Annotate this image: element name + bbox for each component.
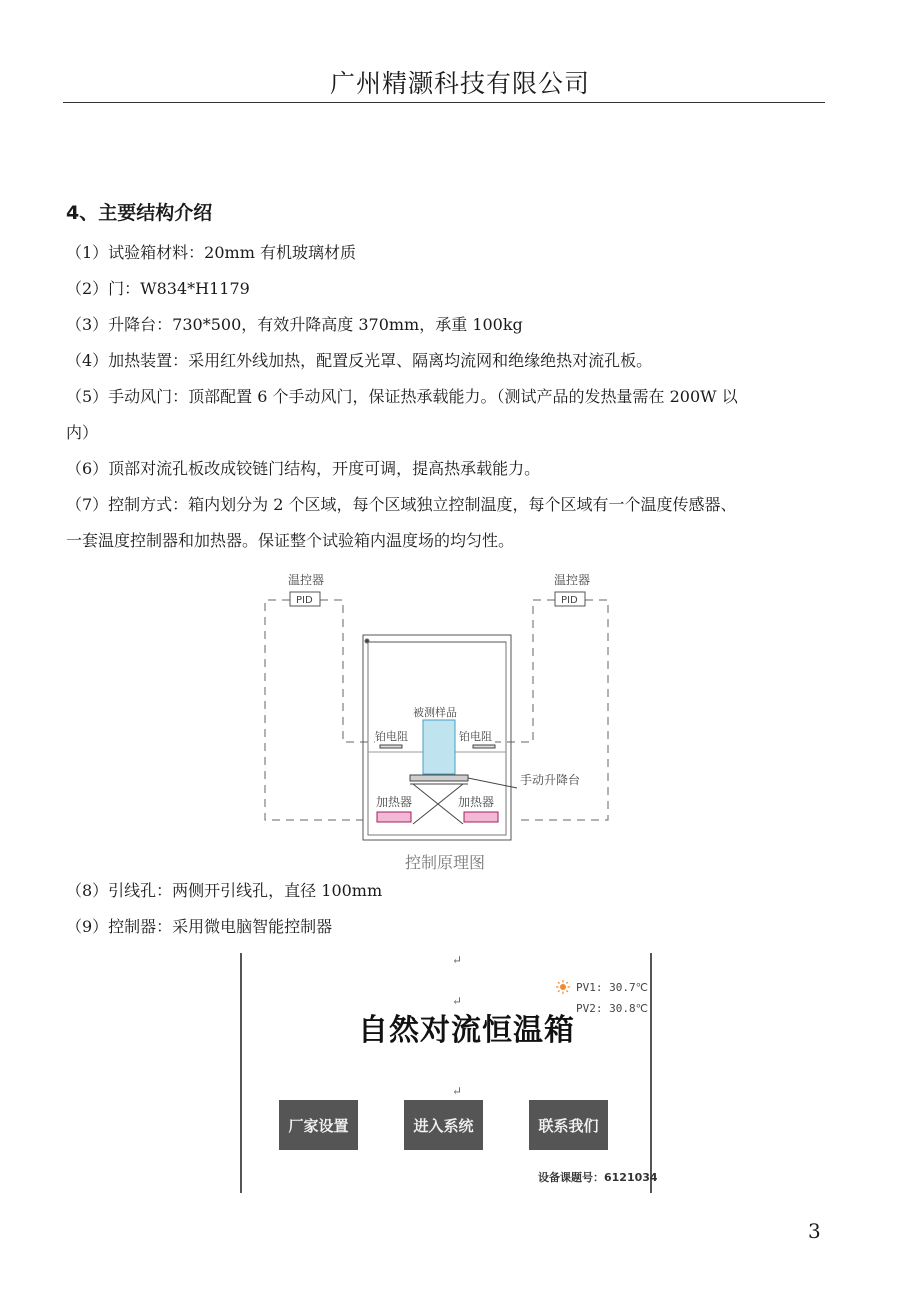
lift-platform	[410, 775, 468, 781]
rtd-label-right: 铂电阻	[459, 730, 492, 743]
pid-label-right: PID	[561, 595, 578, 606]
lift-label: 手动升降台	[520, 773, 581, 787]
left-control-line	[265, 600, 363, 820]
item-6: （6）顶部对流孔板改成铰链门结构，开度可调，提高热承载能力。	[66, 459, 541, 478]
enter-system-button[interactable]: 进入系统	[404, 1100, 483, 1150]
pv2-readout: PV2: 30.8℃	[576, 1002, 648, 1015]
sample-label: 被测样品	[413, 706, 457, 719]
item-9: （9）控制器：采用微电脑智能控制器	[66, 917, 333, 936]
item-5-line-1: （5）手动风门：顶部配置 6 个手动风门，保证热承载能力。（测试产品的发热量需在 200W 以	[66, 387, 738, 406]
item-4: （4）加热装置：采用红外线加热，配置反光罩、隔离均流网和绝缘绝热对流孔板。	[66, 351, 653, 370]
heater-label-left: 加热器	[376, 795, 413, 809]
item-7-line-1: （7）控制方式：箱内划分为 2 个区域，每个区域独立控制温度，每个区域有一个温度传感器、	[66, 495, 737, 514]
heater-right	[464, 812, 498, 822]
heater-left	[377, 812, 411, 822]
return-mark: ↵	[452, 953, 463, 967]
diagram-caption: 控制原理图	[404, 853, 485, 872]
section-title: 4、主要结构介绍	[66, 202, 213, 224]
sun-icon	[556, 980, 570, 994]
rtd-label-left: 铂电阻	[375, 730, 408, 743]
pv1-readout: PV1: 30.7℃	[576, 981, 648, 994]
contact-us-button[interactable]: 联系我们	[529, 1100, 608, 1150]
sample-block	[423, 720, 455, 774]
return-mark: ↵	[452, 994, 463, 1008]
device-id: 设备课题号：6121034	[538, 1171, 658, 1184]
header-divider	[63, 102, 825, 103]
company-header: 广州精灏科技有限公司	[329, 69, 590, 98]
screen-edge-left	[240, 953, 242, 1193]
return-mark: ↵	[452, 1084, 463, 1098]
factory-settings-button[interactable]: 厂家设置	[279, 1100, 358, 1150]
item-3: （3）升降台：730*500，有效升降高度 370mm，承重 100kg	[66, 315, 523, 334]
pid-label-left: PID	[296, 595, 313, 606]
heater-label-right: 加热器	[458, 795, 495, 809]
item-1: （1）试验箱材料：20mm 有机玻璃材质	[66, 243, 356, 262]
item-8: （8）引线孔：两侧开引线孔，直径 100mm	[66, 881, 383, 900]
screen-edge-right	[650, 953, 652, 1193]
controller-label-left: 温控器	[288, 573, 325, 587]
controller-label-right: 温控器	[554, 573, 591, 587]
item-2: （2）门：W834*H1179	[66, 279, 250, 298]
page-number: 3	[808, 1219, 821, 1243]
item-7-line-2: 一套温度控制器和加热器。保证整个试验箱内温度场的均匀性。	[66, 531, 515, 550]
item-5-line-2: 内）	[66, 423, 99, 442]
control-diagram	[255, 562, 635, 844]
screen-title: 自然对流恒温箱	[358, 1013, 575, 1048]
